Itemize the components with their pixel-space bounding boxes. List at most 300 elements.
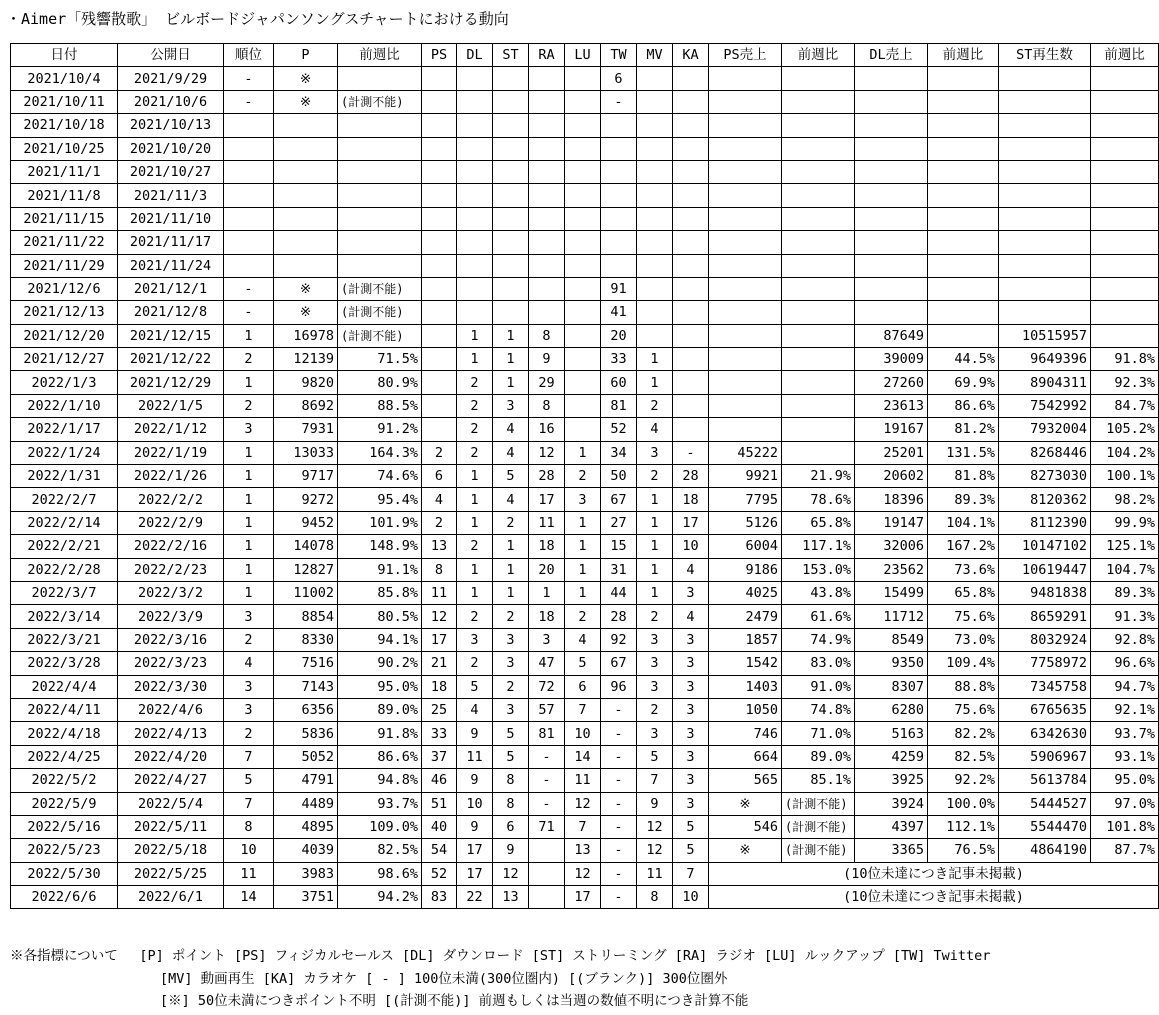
table-cell: 28 xyxy=(529,465,565,488)
table-cell: - xyxy=(601,839,637,862)
table-cell: - xyxy=(224,277,274,300)
table-cell xyxy=(782,301,855,324)
table-cell: 3924 xyxy=(855,792,928,815)
table-cell: 39009 xyxy=(855,348,928,371)
table-cell xyxy=(274,114,338,137)
table-cell: 125.1% xyxy=(1091,535,1159,558)
table-cell xyxy=(493,90,529,113)
table-cell: 33 xyxy=(422,722,457,745)
table-cell: 2022/3/23 xyxy=(118,652,224,675)
table-cell: 5544470 xyxy=(999,815,1091,838)
table-row xyxy=(11,348,1159,371)
table-cell: 4 xyxy=(565,628,601,651)
column-header: ST xyxy=(493,44,529,67)
table-cell: 41 xyxy=(601,301,637,324)
table-cell xyxy=(855,90,928,113)
table-cell: 2022/5/23 xyxy=(11,839,118,862)
legend-line: [MV] 動画再生 [KA] カラオケ [ - ] 100位未満(300位圏内) [(ブランク)] 300位圏外 xyxy=(160,970,728,987)
table-cell xyxy=(673,160,709,183)
table-cell: 88.5% xyxy=(338,394,422,417)
table-cell: 9481838 xyxy=(999,581,1091,604)
table-cell xyxy=(999,114,1091,137)
header-row xyxy=(11,44,1159,67)
table-cell: 82.2% xyxy=(928,722,999,745)
table-cell: 664 xyxy=(709,745,782,768)
page-title: ・Aimer「残響散歌」 ビルボードジャパンソングスチャートにおける動向 xyxy=(6,10,509,28)
table-cell: 5 xyxy=(493,722,529,745)
table-cell: 2022/1/12 xyxy=(118,418,224,441)
table-cell xyxy=(855,114,928,137)
table-cell: 72 xyxy=(529,675,565,698)
table-cell: 28 xyxy=(673,465,709,488)
table-cell: 18396 xyxy=(855,488,928,511)
table-cell xyxy=(493,114,529,137)
table-cell xyxy=(709,277,782,300)
table-cell: 94.7% xyxy=(1091,675,1159,698)
table-cell: 8692 xyxy=(274,394,338,417)
table-cell xyxy=(637,207,673,230)
table-cell: 9 xyxy=(457,769,493,792)
table-cell: 10147102 xyxy=(999,535,1091,558)
table-cell: 15499 xyxy=(855,581,928,604)
table-cell xyxy=(565,160,601,183)
table-cell xyxy=(673,90,709,113)
table-cell: 91.8% xyxy=(338,722,422,745)
table-cell: 2021/11/8 xyxy=(11,184,118,207)
table-cell xyxy=(493,301,529,324)
table-cell xyxy=(855,301,928,324)
column-header: RA xyxy=(529,44,565,67)
table-cell xyxy=(338,114,422,137)
table-cell: 60 xyxy=(601,371,637,394)
table-cell: 105.2% xyxy=(1091,418,1159,441)
table-cell: 3 xyxy=(224,418,274,441)
table-row xyxy=(11,324,1159,347)
table-cell: 2 xyxy=(224,348,274,371)
table-cell: 2022/1/26 xyxy=(118,465,224,488)
column-header: PS xyxy=(422,44,457,67)
table-cell: 9 xyxy=(493,839,529,862)
table-cell xyxy=(529,254,565,277)
table-cell xyxy=(928,254,999,277)
table-cell: 25 xyxy=(422,698,457,721)
table-cell: 1 xyxy=(637,348,673,371)
table-cell: (計測不能) xyxy=(782,792,855,815)
table-cell: 2022/4/11 xyxy=(11,698,118,721)
table-cell xyxy=(565,371,601,394)
table-cell xyxy=(338,67,422,90)
table-cell: 6004 xyxy=(709,535,782,558)
table-cell xyxy=(224,114,274,137)
table-cell xyxy=(493,277,529,300)
table-cell: ※ xyxy=(709,839,782,862)
table-cell: 50 xyxy=(601,465,637,488)
table-cell: 31 xyxy=(601,558,637,581)
table-cell: - xyxy=(601,722,637,745)
table-cell: 5444527 xyxy=(999,792,1091,815)
table-cell: 2021/10/11 xyxy=(11,90,118,113)
table-cell: 71 xyxy=(529,815,565,838)
table-cell: 43.8% xyxy=(782,581,855,604)
table-cell: 5 xyxy=(457,675,493,698)
table-cell: 101.8% xyxy=(1091,815,1159,838)
table-cell: ※ xyxy=(274,90,338,113)
table-cell xyxy=(855,277,928,300)
table-cell: 83.0% xyxy=(782,652,855,675)
table-cell xyxy=(224,207,274,230)
table-cell: 8273030 xyxy=(999,465,1091,488)
table-cell: 6765635 xyxy=(999,698,1091,721)
table-cell xyxy=(601,114,637,137)
table-cell: 45222 xyxy=(709,441,782,464)
table-cell: 1 xyxy=(493,348,529,371)
table-cell: 2 xyxy=(457,394,493,417)
table-cell xyxy=(565,277,601,300)
table-cell xyxy=(1091,90,1159,113)
table-cell: 1 xyxy=(637,558,673,581)
table-cell: 37 xyxy=(422,745,457,768)
table-cell: 9272 xyxy=(274,488,338,511)
table-cell: 2022/6/6 xyxy=(11,886,118,909)
table-cell: 2021/11/15 xyxy=(11,207,118,230)
table-cell xyxy=(782,348,855,371)
table-row xyxy=(11,184,1159,207)
table-cell xyxy=(673,184,709,207)
table-cell xyxy=(782,277,855,300)
column-header: 前週比 xyxy=(338,44,422,67)
table-cell: 91.3% xyxy=(1091,605,1159,628)
table-row xyxy=(11,675,1159,698)
table-cell: 2021/12/8 xyxy=(118,301,224,324)
table-cell: 2021/10/4 xyxy=(11,67,118,90)
table-cell: 2022/3/28 xyxy=(11,652,118,675)
table-cell: 2021/11/29 xyxy=(11,254,118,277)
table-cell: 4039 xyxy=(274,839,338,862)
table-cell xyxy=(529,184,565,207)
table-cell: 82.5% xyxy=(338,839,422,862)
table-cell: 2021/12/22 xyxy=(118,348,224,371)
table-cell xyxy=(673,254,709,277)
table-row xyxy=(11,137,1159,160)
table-cell: 1 xyxy=(565,535,601,558)
table-cell xyxy=(928,67,999,90)
table-cell xyxy=(457,160,493,183)
table-cell: 52 xyxy=(422,862,457,885)
table-cell xyxy=(855,254,928,277)
table-cell xyxy=(673,207,709,230)
column-header: PS売上 xyxy=(709,44,782,67)
table-row xyxy=(11,839,1159,862)
table-cell: 71.0% xyxy=(782,722,855,745)
table-cell: 2022/1/5 xyxy=(118,394,224,417)
table-cell: 2021/12/20 xyxy=(11,324,118,347)
table-cell: 565 xyxy=(709,769,782,792)
table-cell: 131.5% xyxy=(928,441,999,464)
table-cell: 164.3% xyxy=(338,441,422,464)
table-cell: - xyxy=(673,441,709,464)
table-cell: 12827 xyxy=(274,558,338,581)
table-cell: 112.1% xyxy=(928,815,999,838)
table-cell xyxy=(999,301,1091,324)
table-cell: 94.8% xyxy=(338,769,422,792)
column-header: 公開日 xyxy=(118,44,224,67)
table-cell: 2022/4/18 xyxy=(11,722,118,745)
table-cell xyxy=(709,160,782,183)
table-cell: 1 xyxy=(224,558,274,581)
column-header: 前週比 xyxy=(782,44,855,67)
legend-line: [※] 50位未満につきポイント不明 [(計測不能)] 前週もしくは当週の数値不明につき計算不能 xyxy=(160,993,749,1009)
table-cell: 2 xyxy=(457,652,493,675)
column-header: 順位 xyxy=(224,44,274,67)
table-cell: 2021/12/29 xyxy=(118,371,224,394)
table-cell: 29 xyxy=(529,371,565,394)
table-cell: 2022/3/7 xyxy=(11,581,118,604)
table-cell xyxy=(422,418,457,441)
table-cell: 2022/3/14 xyxy=(11,605,118,628)
legend-notes xyxy=(10,945,990,1013)
table-cell: 97.0% xyxy=(1091,792,1159,815)
table-cell xyxy=(601,207,637,230)
table-cell xyxy=(422,90,457,113)
table-cell xyxy=(1091,254,1159,277)
table-cell: 54 xyxy=(422,839,457,862)
table-cell xyxy=(529,67,565,90)
table-cell: 2021/11/24 xyxy=(118,254,224,277)
table-cell xyxy=(637,254,673,277)
table-cell: 4 xyxy=(457,698,493,721)
table-cell xyxy=(1091,324,1159,347)
table-cell xyxy=(565,207,601,230)
table-cell: 87649 xyxy=(855,324,928,347)
table-cell: 3 xyxy=(565,488,601,511)
table-cell xyxy=(782,441,855,464)
table-cell: 7 xyxy=(673,862,709,885)
table-cell: 2021/10/18 xyxy=(11,114,118,137)
table-cell: 8 xyxy=(493,792,529,815)
table-cell: 2022/3/9 xyxy=(118,605,224,628)
table-cell: 1 xyxy=(565,511,601,534)
table-cell: 2 xyxy=(637,698,673,721)
table-cell: - xyxy=(529,769,565,792)
table-cell xyxy=(709,254,782,277)
table-cell xyxy=(709,394,782,417)
table-cell xyxy=(601,184,637,207)
table-cell xyxy=(457,184,493,207)
table-cell xyxy=(457,301,493,324)
table-cell: 92.1% xyxy=(1091,698,1159,721)
table-cell: 15 xyxy=(601,535,637,558)
table-cell: 12139 xyxy=(274,348,338,371)
table-cell xyxy=(999,231,1091,254)
table-cell: 91.1% xyxy=(338,558,422,581)
table-cell xyxy=(709,90,782,113)
table-row xyxy=(11,862,1159,885)
table-cell xyxy=(422,160,457,183)
table-cell xyxy=(529,137,565,160)
table-cell: 17 xyxy=(565,886,601,909)
table-cell: 3 xyxy=(493,652,529,675)
table-cell: 33 xyxy=(601,348,637,371)
table-cell: 47 xyxy=(529,652,565,675)
table-cell: 3 xyxy=(637,675,673,698)
table-cell: 7345758 xyxy=(999,675,1091,698)
table-cell: 7 xyxy=(565,698,601,721)
table-cell: 2 xyxy=(565,465,601,488)
table-cell: 1 xyxy=(457,324,493,347)
table-row xyxy=(11,160,1159,183)
table-cell: 10515957 xyxy=(999,324,1091,347)
column-header: MV xyxy=(637,44,673,67)
table-cell: 12 xyxy=(422,605,457,628)
table-cell: (計測不能) xyxy=(338,277,422,300)
table-cell: 1 xyxy=(637,511,673,534)
table-cell: 100.1% xyxy=(1091,465,1159,488)
table-cell: - xyxy=(224,67,274,90)
table-cell: 8854 xyxy=(274,605,338,628)
table-cell: 2022/1/24 xyxy=(11,441,118,464)
table-cell: 76.5% xyxy=(928,839,999,862)
table-cell: 67 xyxy=(601,488,637,511)
table-cell: 3 xyxy=(673,628,709,651)
table-row xyxy=(11,277,1159,300)
chart-table xyxy=(10,43,1159,909)
table-cell xyxy=(529,301,565,324)
table-cell: 1 xyxy=(457,581,493,604)
table-cell: 9717 xyxy=(274,465,338,488)
table-cell: 22 xyxy=(457,886,493,909)
table-cell: 6280 xyxy=(855,698,928,721)
table-cell xyxy=(493,184,529,207)
table-cell xyxy=(457,90,493,113)
table-row xyxy=(11,488,1159,511)
table-row xyxy=(11,511,1159,534)
table-cell: 16 xyxy=(529,418,565,441)
table-cell: 10 xyxy=(565,722,601,745)
table-cell: 3 xyxy=(637,628,673,651)
table-cell: 93.7% xyxy=(338,792,422,815)
not-published-note: (10位未達につき記事未掲載) xyxy=(709,886,1159,909)
table-cell: 2022/2/14 xyxy=(11,511,118,534)
table-cell: 21.9% xyxy=(782,465,855,488)
table-cell: 94.2% xyxy=(338,886,422,909)
table-cell: 44 xyxy=(601,581,637,604)
table-cell: 8904311 xyxy=(999,371,1091,394)
table-cell xyxy=(709,67,782,90)
table-cell: 2022/5/2 xyxy=(11,769,118,792)
table-cell: 4259 xyxy=(855,745,928,768)
table-cell: 21 xyxy=(422,652,457,675)
table-cell: 88.8% xyxy=(928,675,999,698)
table-cell: 2 xyxy=(422,511,457,534)
table-cell xyxy=(457,207,493,230)
table-cell: - xyxy=(601,792,637,815)
table-cell xyxy=(673,231,709,254)
table-cell xyxy=(782,67,855,90)
table-cell xyxy=(565,114,601,137)
table-cell: 3 xyxy=(673,698,709,721)
table-cell: 81.2% xyxy=(928,418,999,441)
table-cell: 99.9% xyxy=(1091,511,1159,534)
table-cell: 1 xyxy=(565,441,601,464)
table-cell: 13 xyxy=(493,886,529,909)
table-cell: 2021/11/1 xyxy=(11,160,118,183)
table-cell: 9 xyxy=(457,722,493,745)
table-cell: 13 xyxy=(565,839,601,862)
table-cell: - xyxy=(601,815,637,838)
table-cell xyxy=(928,207,999,230)
table-cell xyxy=(855,137,928,160)
table-cell: 1 xyxy=(457,511,493,534)
table-cell: 23562 xyxy=(855,558,928,581)
table-cell xyxy=(928,184,999,207)
table-cell: 19147 xyxy=(855,511,928,534)
table-cell: 85.1% xyxy=(782,769,855,792)
column-header: P xyxy=(274,44,338,67)
table-cell xyxy=(673,418,709,441)
table-cell: 1 xyxy=(637,581,673,604)
table-cell xyxy=(928,277,999,300)
table-cell: 81 xyxy=(529,722,565,745)
table-cell: 2022/4/6 xyxy=(118,698,224,721)
table-cell xyxy=(855,160,928,183)
table-cell: 81.8% xyxy=(928,465,999,488)
table-cell: 6 xyxy=(601,67,637,90)
table-cell: 2022/5/4 xyxy=(118,792,224,815)
table-cell: ※ xyxy=(274,301,338,324)
table-cell: 13 xyxy=(422,535,457,558)
table-cell: 746 xyxy=(709,722,782,745)
table-cell: 1 xyxy=(224,371,274,394)
table-cell xyxy=(565,184,601,207)
table-cell: 2 xyxy=(457,371,493,394)
table-cell xyxy=(1091,301,1159,324)
table-cell: 2 xyxy=(457,605,493,628)
table-cell xyxy=(224,231,274,254)
table-cell: 8 xyxy=(637,886,673,909)
table-cell: 4 xyxy=(224,652,274,675)
table-cell: 7758972 xyxy=(999,652,1091,675)
table-cell: 74.9% xyxy=(782,628,855,651)
table-row xyxy=(11,815,1159,838)
table-row xyxy=(11,394,1159,417)
table-cell: 1 xyxy=(565,581,601,604)
table-cell: 1 xyxy=(224,441,274,464)
table-cell: 2021/12/13 xyxy=(11,301,118,324)
table-cell: 2 xyxy=(224,628,274,651)
table-cell xyxy=(493,254,529,277)
table-cell: 18 xyxy=(529,605,565,628)
table-cell xyxy=(529,90,565,113)
table-cell xyxy=(457,114,493,137)
table-cell xyxy=(224,184,274,207)
table-cell: 4025 xyxy=(709,581,782,604)
table-cell: 2022/4/25 xyxy=(11,745,118,768)
legend-line: ※各指標について [P] ポイント [PS] フィジカルセールス [DL] ダウンロード [ST] ストリーミング [RA] ラジオ [LU] ルックアップ [TW] Twitter xyxy=(10,948,991,964)
table-cell: 82.5% xyxy=(928,745,999,768)
table-cell xyxy=(709,184,782,207)
table-cell: 2022/3/30 xyxy=(118,675,224,698)
table-cell xyxy=(673,67,709,90)
table-cell: 2 xyxy=(637,394,673,417)
table-cell: 84.7% xyxy=(1091,394,1159,417)
table-row xyxy=(11,792,1159,815)
table-cell: 67 xyxy=(601,652,637,675)
table-cell: 3 xyxy=(224,605,274,628)
table-cell: 2022/5/18 xyxy=(118,839,224,862)
table-cell: 2021/12/15 xyxy=(118,324,224,347)
table-cell xyxy=(999,207,1091,230)
table-cell xyxy=(529,886,565,909)
